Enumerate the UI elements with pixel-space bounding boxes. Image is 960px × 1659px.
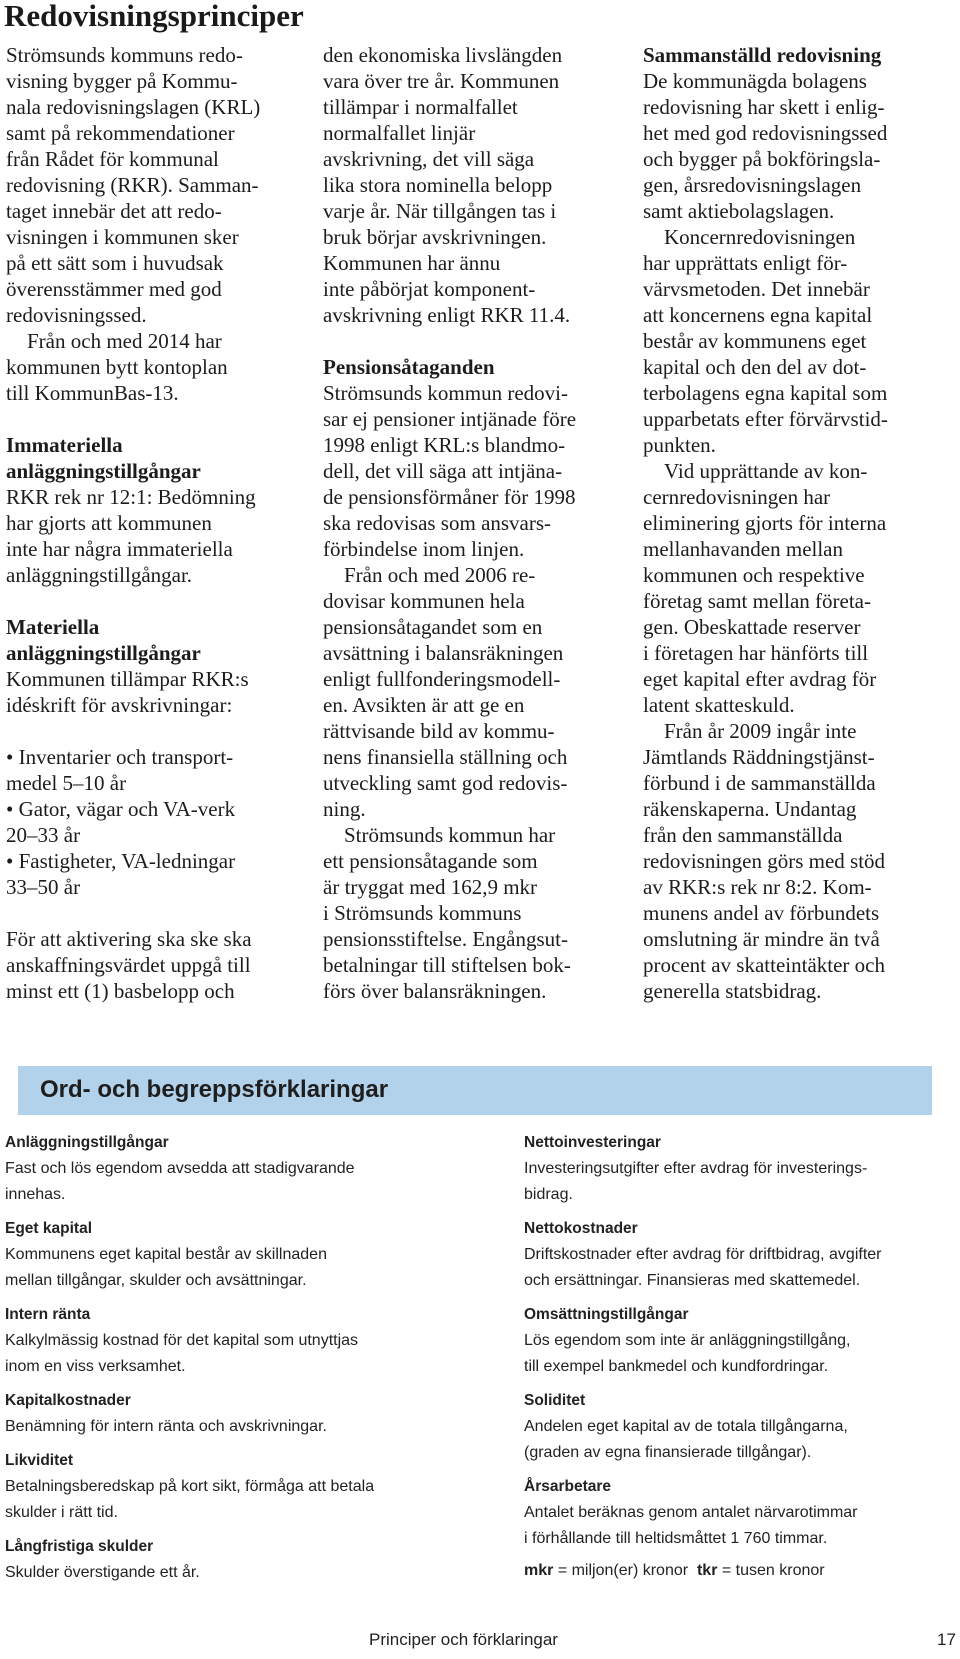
glossary-definition-line: Driftskostnader efter avdrag för driftbidrag, avgifter bbox=[524, 1246, 882, 1263]
glossary-definition-line: Antalet beräknas genom antalet närvarotimmar bbox=[524, 1504, 858, 1521]
body-text-line: Strömsunds kommuns redo- bbox=[6, 43, 243, 67]
body-text-line: enligt fullfonderingsmodell- bbox=[323, 667, 561, 691]
body-text-line: redovisning (RKR). Samman- bbox=[6, 173, 259, 197]
glossary-definition-line: Kalkylmässig kostnad för det kapital som utnyttjas bbox=[5, 1332, 359, 1349]
body-text-line: redovisningssed. bbox=[6, 303, 147, 327]
paragraph-gap bbox=[6, 718, 306, 744]
body-text-line: anläggningstillgångar. bbox=[6, 563, 193, 587]
body-text-line: kapital och den del av dot- bbox=[643, 355, 867, 379]
body-text-line: procent av skatteintäkter och bbox=[643, 953, 885, 977]
body-text-line: avsättning i balansräkningen bbox=[323, 641, 564, 665]
body-text-line: har upprättats enligt för- bbox=[643, 251, 848, 275]
glossary-definition bbox=[524, 1156, 954, 1208]
body-text-line: Strömsunds kommun har bbox=[344, 823, 556, 847]
body-text-line: avskrivning, det vill säga bbox=[323, 147, 535, 171]
body-text-line: överensstämmer med god bbox=[6, 277, 222, 301]
glossary-entry bbox=[524, 1388, 954, 1466]
body-text-line: pensionsåtagandet som en bbox=[323, 615, 543, 639]
glossary-definition bbox=[524, 1328, 954, 1380]
body-text-line: rättvisande bild av kommu- bbox=[323, 719, 555, 743]
glossary-term: Eget kapital bbox=[5, 1220, 92, 1237]
section-heading-line: Immateriella bbox=[6, 433, 123, 457]
body-text-line: mellanhavanden mellan bbox=[643, 537, 844, 561]
body-text-line: Koncernredovisningen bbox=[664, 225, 856, 249]
glossary-definition-line: till exempel bankmedel och kundfordringar. bbox=[524, 1358, 829, 1375]
body-text-line: upparbetats efter förvärvstid- bbox=[643, 407, 888, 431]
body-text-line: och bygger på bokföringsla- bbox=[643, 147, 881, 171]
body-text-line: cernredovisningen har bbox=[643, 485, 831, 509]
text-column-1 bbox=[6, 42, 306, 1004]
body-text-line: från den sammanställda bbox=[643, 823, 843, 847]
body-text-line: lika stora nominella belopp bbox=[323, 173, 553, 197]
body-text-line: eliminering gjorts för interna bbox=[643, 511, 887, 535]
body-text-line: varje år. När tillgången tas i bbox=[323, 199, 557, 223]
glossary-definition-line: inom en viss verksamhet. bbox=[5, 1358, 186, 1375]
body-text-line: Från år 2009 ingår inte bbox=[664, 719, 857, 743]
body-text-line: dell, det vill säga att intjäna- bbox=[323, 459, 563, 483]
body-text-line: minst ett (1) basbelopp och bbox=[6, 979, 235, 1003]
footer-section-label: Principer och förklaringar bbox=[369, 1630, 558, 1649]
body-text-line: inte har några immateriella bbox=[6, 537, 233, 561]
glossary-entry bbox=[524, 1130, 954, 1208]
body-text-line: är tryggat med 162,9 mkr bbox=[323, 875, 538, 899]
glossary-definition-line: Skulder överstigande ett år. bbox=[5, 1564, 200, 1581]
glossary-definition-line: i förhållande till heltidsmåttet 1 760 timmar. bbox=[524, 1530, 828, 1547]
body-text-line: redovisningen görs med stöd bbox=[643, 849, 886, 873]
paragraph-gap bbox=[6, 406, 306, 432]
body-text-line: består av kommunens eget bbox=[643, 329, 867, 353]
body-text-line: ning. bbox=[323, 797, 366, 821]
paragraph-gap bbox=[6, 588, 306, 614]
body-text-line: i Strömsunds kommuns bbox=[323, 901, 522, 925]
body-text-line: förbund i de sammanställda bbox=[643, 771, 876, 795]
abbr-mkr: mkr bbox=[524, 1562, 554, 1579]
body-text-line: ska redovisas som ansvars- bbox=[323, 511, 552, 535]
body-text-line: tillämpar i normalfallet bbox=[323, 95, 518, 119]
glossary-definition bbox=[5, 1242, 435, 1294]
body-text-line: medel 5–10 år bbox=[6, 771, 127, 795]
body-text-line: nala redovisningslagen (KRL) bbox=[6, 95, 261, 119]
body-text-line: kommunen bytt kontoplan bbox=[6, 355, 228, 379]
body-text-line: att koncernens egna kapital bbox=[643, 303, 873, 327]
body-text-line: 33–50 år bbox=[6, 875, 81, 899]
body-text-line: sar ej pensioner intjänade före bbox=[323, 407, 577, 431]
page-title: Redovisningsprinciper bbox=[4, 0, 304, 33]
section-heading-line: Materiella bbox=[6, 615, 100, 639]
glossary-definition bbox=[5, 1156, 435, 1208]
body-text-line: 1998 enligt KRL:s blandmo- bbox=[323, 433, 566, 457]
body-text-line: gen, årsredovisningslagen bbox=[643, 173, 862, 197]
glossary-definition bbox=[524, 1242, 954, 1294]
glossary-term: Långfristiga skulder bbox=[5, 1538, 154, 1555]
glossary-entry bbox=[524, 1216, 954, 1294]
abbreviations-line bbox=[524, 1558, 954, 1584]
section-heading-line: anläggningstillgångar bbox=[6, 459, 201, 483]
glossary-definition bbox=[5, 1560, 435, 1586]
body-text-line: utveckling samt god redovis- bbox=[323, 771, 568, 795]
glossary-definition-line: Lös egendom som inte är anläggningstillgång, bbox=[524, 1332, 851, 1349]
body-text-line: har gjorts att kommunen bbox=[6, 511, 212, 535]
body-text-line: • Gator, vägar och VA-verk bbox=[6, 797, 236, 821]
body-text-line: het med god redovisningssed bbox=[643, 121, 888, 145]
glossary-entry bbox=[5, 1302, 435, 1380]
glossary-entry bbox=[5, 1216, 435, 1294]
body-text-line: RKR rek nr 12:1: Bedömning bbox=[6, 485, 256, 509]
glossary-term: Nettoinvesteringar bbox=[524, 1134, 661, 1151]
glossary-title: Ord- och begreppsförklaringar bbox=[40, 1076, 389, 1103]
body-text-line: redovisning har skett i enlig- bbox=[643, 95, 885, 119]
body-text-line: nens finansiella ställning och bbox=[323, 745, 568, 769]
glossary-term: Intern ränta bbox=[5, 1306, 91, 1323]
body-text-line: kommunen och respektive bbox=[643, 563, 865, 587]
body-text-line: samt aktiebolagslagen. bbox=[643, 199, 835, 223]
glossary-terms-right bbox=[524, 1130, 954, 1552]
body-text-line: en. Avsikten är att ge en bbox=[323, 693, 525, 717]
body-text-line: förbindelse inom linjen. bbox=[323, 537, 525, 561]
body-text-line: terbolagens egna kapital som bbox=[643, 381, 888, 405]
glossary-entry bbox=[5, 1448, 435, 1526]
body-text-line: till KommunBas-13. bbox=[6, 381, 179, 405]
section-heading-line: anläggningstillgångar bbox=[6, 641, 201, 665]
glossary-definition-line: bidrag. bbox=[524, 1186, 573, 1203]
glossary-definition-line: Fast och lös egendom avsedda att stadigvarande bbox=[5, 1160, 355, 1177]
glossary-definition-line: Investeringsutgifter efter avdrag för investerings- bbox=[524, 1160, 868, 1177]
body-text-line: normalfallet linjär bbox=[323, 121, 476, 145]
glossary-term: Likviditet bbox=[5, 1452, 74, 1469]
body-text-line: visningen i kommunen sker bbox=[6, 225, 239, 249]
body-text-line: visning bygger på Kommu- bbox=[6, 69, 238, 93]
body-text-line: förs över balansräkningen. bbox=[323, 979, 547, 1003]
glossary-definition-line: Andelen eget kapital av de totala tillgångarna, bbox=[524, 1418, 848, 1435]
glossary-definition-line: mellan tillgångar, skulder och avsättningar. bbox=[5, 1272, 307, 1289]
body-text-line: Kommunen har ännu bbox=[323, 251, 501, 275]
glossary-entry bbox=[524, 1302, 954, 1380]
body-text-line: vara över tre år. Kommunen bbox=[323, 69, 560, 93]
body-text-line: • Inventarier och transport- bbox=[6, 745, 234, 769]
glossary-entry bbox=[5, 1534, 435, 1586]
glossary-definition bbox=[524, 1500, 954, 1552]
body-text-line: munens andel av förbundets bbox=[643, 901, 880, 925]
text-column-2 bbox=[323, 42, 623, 1004]
glossary-definition bbox=[5, 1328, 435, 1380]
glossary-definition-line: skulder i rätt tid. bbox=[5, 1504, 118, 1521]
body-text-line: samt på rekommendationer bbox=[6, 121, 235, 145]
body-text-line: pensionsstiftelse. Engångsut- bbox=[323, 927, 568, 951]
abbr-tkr-def: = tusen kronor bbox=[721, 1562, 825, 1579]
glossary-term: Nettokostnader bbox=[524, 1220, 638, 1237]
body-text-line: värvsmetoden. Det innebär bbox=[643, 277, 870, 301]
body-text-line: idéskrift för avskrivningar: bbox=[6, 693, 233, 717]
body-text-line: i företagen har hänförts till bbox=[643, 641, 869, 665]
body-text-line: omslutning är mindre än två bbox=[643, 927, 880, 951]
paragraph-gap bbox=[323, 328, 623, 354]
body-text-line: på ett sätt som i huvudsak bbox=[6, 251, 224, 275]
glossary-column-left bbox=[5, 1130, 435, 1586]
abbr-mkr-def: = miljon(er) kronor bbox=[557, 1562, 689, 1579]
glossary-definition bbox=[524, 1414, 954, 1466]
body-text-line: eget kapital efter avdrag för bbox=[643, 667, 877, 691]
footer-page-number: 17 bbox=[937, 1630, 956, 1649]
glossary-column-right bbox=[524, 1130, 954, 1584]
body-text-line: För att aktivering ska ske ska bbox=[6, 927, 252, 951]
glossary-definition-line: (graden av egna finansierade tillgångar). bbox=[524, 1444, 812, 1461]
glossary-entry bbox=[5, 1388, 435, 1440]
glossary-entry bbox=[524, 1474, 954, 1552]
body-text-line: från Rådet för kommunal bbox=[6, 147, 219, 171]
glossary-entry bbox=[5, 1130, 435, 1208]
text-column-3 bbox=[643, 42, 943, 1004]
body-text-line: De kommunägda bolagens bbox=[643, 69, 867, 93]
body-text-line: räkenskaperna. Undantag bbox=[643, 797, 857, 821]
body-text-line: punkten. bbox=[643, 433, 716, 457]
glossary-definition-line: Kommunens eget kapital består av skillnaden bbox=[5, 1246, 327, 1263]
body-text-line: gen. Obeskattade reserver bbox=[643, 615, 861, 639]
body-text-line: av RKR:s rek nr 8:2. Kom- bbox=[643, 875, 872, 899]
glossary-definition-line: Benämning för intern ränta och avskrivningar. bbox=[5, 1418, 327, 1435]
glossary-term: Kapitalkostnader bbox=[5, 1392, 131, 1409]
body-text-line: anskaffningsvärdet uppgå till bbox=[6, 953, 251, 977]
body-text-line: Vid upprättande av kon- bbox=[664, 459, 868, 483]
glossary-definition-line: Betalningsberedskap på kort sikt, förmåga att betala bbox=[5, 1478, 375, 1495]
body-text-line: taget innebär det att redo- bbox=[6, 199, 222, 223]
glossary-term: Soliditet bbox=[524, 1392, 586, 1409]
body-text-line: generella statsbidrag. bbox=[643, 979, 822, 1003]
body-text-line: Strömsunds kommun redovi- bbox=[323, 381, 568, 405]
glossary-term: Anläggningstillgångar bbox=[5, 1134, 169, 1151]
body-text-line: dovisar kommunen hela bbox=[323, 589, 525, 613]
body-text-line: 20–33 år bbox=[6, 823, 81, 847]
glossary-definition bbox=[5, 1414, 435, 1440]
body-text-line: Från och med 2014 har bbox=[27, 329, 222, 353]
body-text-line: företag samt mellan företa- bbox=[643, 589, 871, 613]
glossary-definition-line: och ersättningar. Finansieras med skattemedel. bbox=[524, 1272, 861, 1289]
glossary-definition bbox=[5, 1474, 435, 1526]
body-text-line: Jämtlands Räddningstjänst- bbox=[643, 745, 875, 769]
section-heading-line: Sammanställd redovisning bbox=[643, 43, 882, 67]
body-text-line: • Fastigheter, VA-ledningar bbox=[6, 849, 236, 873]
body-text-line: ett pensionsåtagande som bbox=[323, 849, 538, 873]
section-heading-line: Pensionsåtaganden bbox=[323, 355, 495, 379]
glossary-term: Årsarbetare bbox=[524, 1478, 612, 1495]
body-text-line: de pensionsförmåner för 1998 bbox=[323, 485, 576, 509]
abbr-tkr: tkr bbox=[696, 1562, 718, 1579]
body-text-line: latent skatteskuld. bbox=[643, 693, 795, 717]
body-text-line: Kommunen tillämpar RKR:s bbox=[6, 667, 249, 691]
paragraph-gap bbox=[6, 900, 306, 926]
body-text-line: Från och med 2006 re- bbox=[344, 563, 536, 587]
body-text-line: avskrivning enligt RKR 11.4. bbox=[323, 303, 571, 327]
body-text-line: inte påbörjat komponent- bbox=[323, 277, 536, 301]
glossary-definition-line: innehas. bbox=[5, 1186, 66, 1203]
body-text-line: betalningar till stiftelsen bok- bbox=[323, 953, 571, 977]
body-text-line: bruk börjar avskrivningen. bbox=[323, 225, 547, 249]
glossary-banner bbox=[18, 1066, 932, 1115]
body-text-line: den ekonomiska livslängden bbox=[323, 43, 563, 67]
glossary-term: Omsättningstillgångar bbox=[524, 1306, 689, 1323]
